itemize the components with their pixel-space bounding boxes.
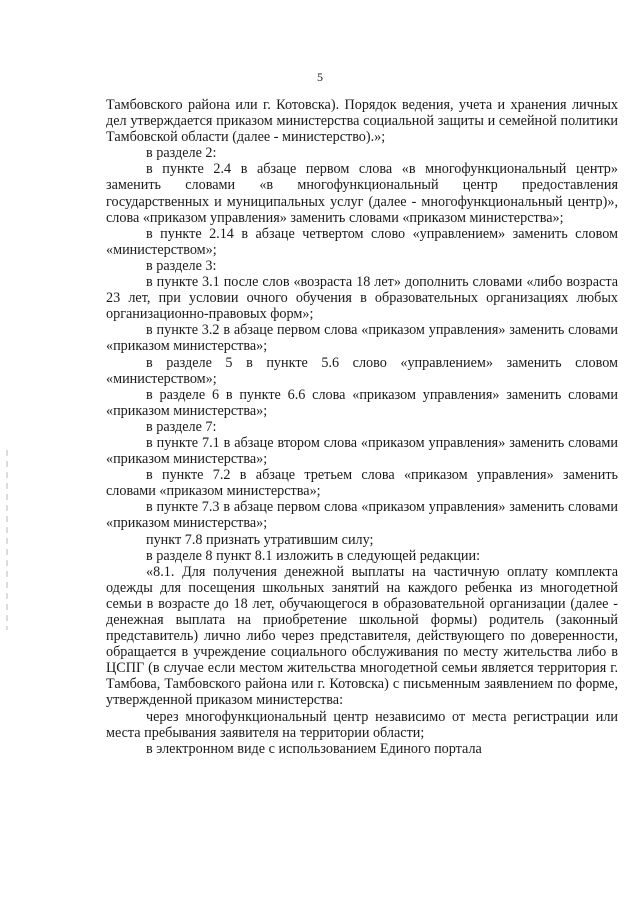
paragraph: в пункте 7.2 в абзаце третьем слова «приказом управления» заменить словами «приказом министерства»; — [106, 467, 618, 500]
paragraph: в разделе 2: — [146, 145, 217, 162]
paragraph: через многофункциональный центр независимо от места регистрации или места пребывания заявителя на территории области; — [106, 708, 618, 741]
document-body — [106, 97, 618, 757]
paragraph: в пункте 2.14 в абзаце четвертом слово «управлением» заменить словом «министерством»; — [106, 225, 618, 258]
paragraph: «8.1. Для получения денежной выплаты на частичную оплату комплекта одежды для посещения школьных занятий на каждого ребенка из многодетной семьи в возрасте до 18 лет, обучающегося в образовательной организации (далее - денежная выплата на приобретение школьной формы) родитель (законный представитель) лично либо через представителя, действующего по доверенности, обращается в учреждение социального обслуживания по месту жительства либо в ЦСПГ (в случае если местом жительства многодетной семьи является территория г. Тамбова, Тамбовского района или г. Котовска) с письменным заявлением по форме, утвержденной приказом министерства: — [106, 563, 618, 709]
paragraph: пункт 7.8 признать утратившим силу; — [146, 531, 374, 548]
scan-edge-artifact — [6, 450, 8, 630]
paragraph: в разделе 7: — [146, 418, 217, 435]
paragraph: в разделе 3: — [146, 257, 217, 274]
paragraph: в пункте 3.2 в абзаце первом слова «приказом управления» заменить словами «приказом министерства»; — [106, 322, 618, 355]
paragraph: в пункте 7.1 в абзаце втором слова «приказом управления» заменить словами «приказом министерства»; — [106, 434, 618, 468]
page-number: 5 — [317, 70, 323, 84]
paragraph: в пункте 2.4 в абзаце первом слова «в многофункциональный центр» заменить словами «в многофункциональный центр предоставления государственных и муниципальных услуг (далее - многофункциональный центр)», слова «приказом управления» заменить словами «приказом министерства»; — [106, 161, 618, 226]
paragraph: в разделе 5 в пункте 5.6 слово «управлением» заменить словом «министерством»; — [106, 354, 618, 387]
paragraph: Тамбовского района или г. Котовска). Порядок ведения, учета и хранения личных дел утверждается приказом министерства социальной защиты и семейной политики Тамбовской области (далее - министерство).»; — [106, 97, 618, 146]
paragraph: в пункте 7.3 в абзаце первом слова «приказом управления» заменить словами «приказом министерства»; — [106, 499, 618, 532]
paragraph: в разделе 8 пункт 8.1 изложить в следующей редакции: — [146, 547, 481, 564]
paragraph: в электронном виде с использованием Единого портала — [146, 740, 482, 757]
paragraph: в разделе 6 в пункте 6.6 слова «приказом управления» заменить словами «приказом министерства»; — [106, 386, 618, 419]
paragraph: в пункте 3.1 после слов «возраста 18 лет» дополнить словами «либо возраста 23 лет, при условии очного обучения в образовательных организациях любых организационно-правовых форм»; — [106, 274, 618, 323]
